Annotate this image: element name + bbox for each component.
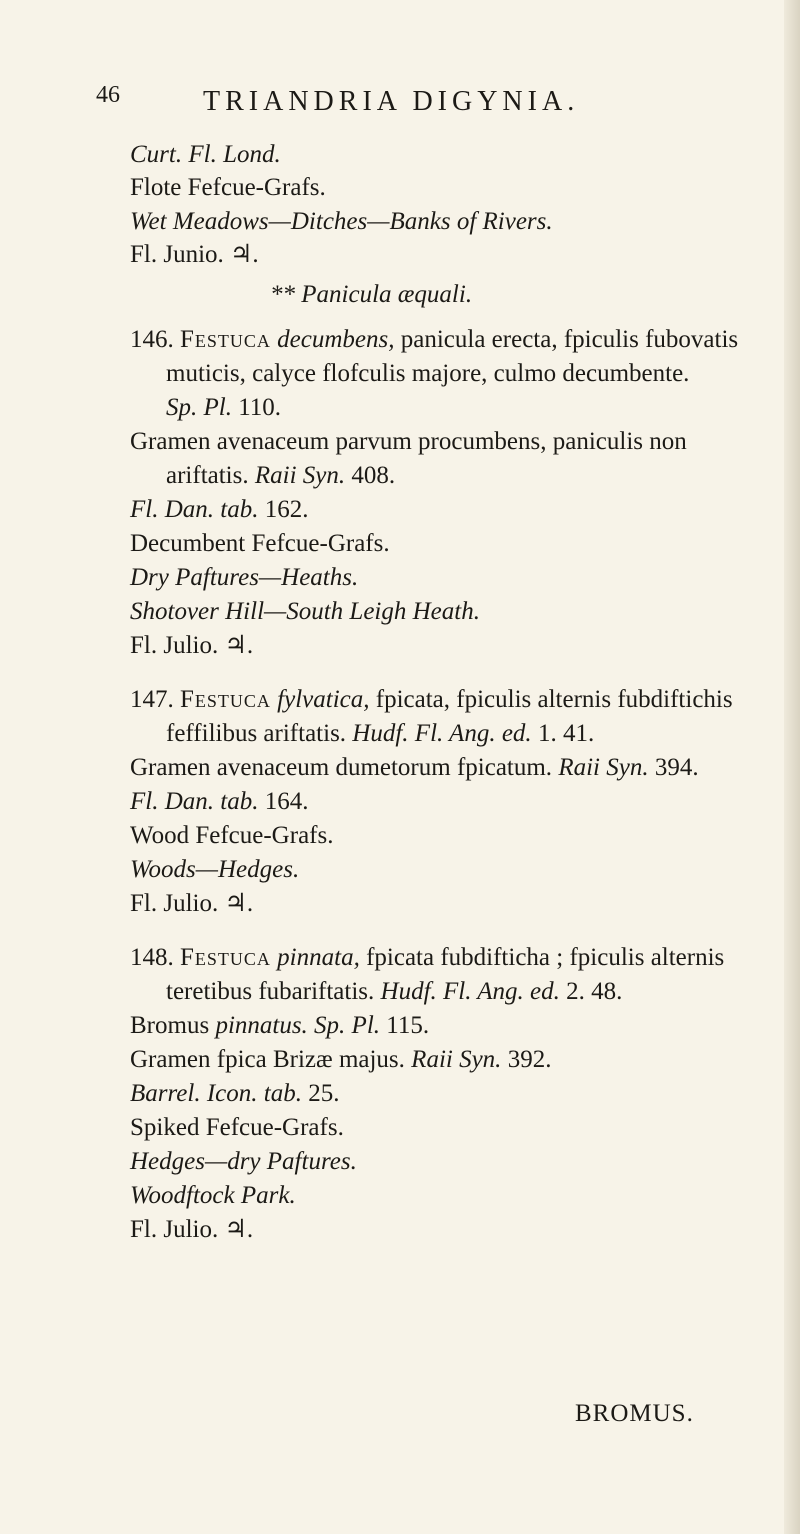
species-name: fylvatica, bbox=[277, 686, 370, 713]
entry-number: 146. bbox=[130, 326, 174, 353]
page-number: 46 bbox=[96, 82, 120, 108]
running-header bbox=[0, 80, 800, 120]
description: fpicata, fpiculis alternis fubdiftichis bbox=[375, 686, 733, 713]
running-title: TRIANDRIA DIGYNIA. bbox=[203, 86, 580, 117]
entry-number: 148. bbox=[130, 944, 174, 971]
entry-148-line-1 bbox=[130, 943, 724, 973]
reference-page: 392. bbox=[507, 1046, 552, 1073]
genus-name: Festuca bbox=[180, 686, 271, 713]
synonym-text: Gramen fpica Brizæ majus. bbox=[130, 1046, 405, 1073]
entry-147-habitat: Woods—Hedges. bbox=[130, 856, 300, 883]
reference: pinnatus. Sp. Pl. bbox=[215, 1012, 381, 1039]
reference: Raii Syn. bbox=[254, 462, 346, 489]
reference-page: 2. 48. bbox=[566, 978, 623, 1005]
reference-page: 115. bbox=[386, 1012, 430, 1039]
reference: Hudf. Fl. Ang. ed. bbox=[380, 978, 560, 1005]
entry-146-habitat: Dry Paftures—Heaths. bbox=[130, 564, 359, 591]
entry-147-synonym bbox=[130, 753, 699, 783]
reference: Raii Syn. bbox=[411, 1046, 502, 1073]
entry-148-english-name: Spiked Fefcue-Grafs. bbox=[130, 1114, 344, 1141]
synonym-genus: Bromus bbox=[130, 1012, 210, 1039]
page-edge bbox=[784, 0, 800, 1534]
entry-146-line-1 bbox=[130, 325, 738, 355]
genus-name: Festuca bbox=[180, 326, 271, 353]
entry-147-line-1 bbox=[130, 685, 733, 715]
entry-148-locality: Woodftock Park. bbox=[130, 1182, 296, 1209]
reference: Fl. Dan. tab. bbox=[130, 496, 259, 523]
catchword: BROMUS. bbox=[575, 1400, 694, 1427]
entry-146-english-name: Decumbent Fefcue-Grafs. bbox=[130, 530, 390, 557]
reference-page: 394. bbox=[654, 754, 699, 781]
reference-page: 162. bbox=[264, 496, 309, 523]
entry-number: 147. bbox=[130, 686, 174, 713]
synonym-text: ariftatis. bbox=[166, 462, 249, 489]
entry-148-flowering: Fl. Julio. ♃. bbox=[130, 1216, 254, 1243]
entry-146-line-3 bbox=[166, 393, 281, 423]
entry-148-habitat: Hedges—dry Paftures. bbox=[130, 1148, 357, 1175]
description: feffilibus ariftatis. bbox=[166, 720, 347, 747]
entry-147-english-name: Wood Fefcue-Grafs. bbox=[130, 822, 334, 849]
prev-entry-flowering: Fl. Junio. ♃. bbox=[130, 241, 259, 268]
entry-147-line-2 bbox=[166, 719, 594, 749]
reference-page: 164. bbox=[264, 788, 309, 815]
entry-148-bromus bbox=[130, 1011, 429, 1041]
description: teretibus fubariftatis. bbox=[166, 978, 375, 1005]
section-heading: ** Panicula æquali. bbox=[270, 281, 473, 308]
reference: Sp. Pl. bbox=[166, 394, 232, 421]
entry-146-synonym-2 bbox=[166, 461, 395, 491]
genus-name: Festuca bbox=[180, 944, 271, 971]
reference: Raii Syn. bbox=[558, 754, 649, 781]
entry-147-fl-dan bbox=[130, 787, 308, 817]
entry-148-barrel bbox=[130, 1079, 339, 1109]
entry-147-flowering: Fl. Julio. ♃. bbox=[130, 890, 254, 917]
description: fpicata fubdifticha ; fpiculis alternis bbox=[366, 944, 725, 971]
prev-entry-ref: Curt. Fl. Lond. bbox=[130, 141, 281, 168]
reference: Hudf. Fl. Ang. ed. bbox=[352, 720, 532, 747]
entry-148-line-2 bbox=[166, 977, 622, 1007]
reference-page: 25. bbox=[308, 1080, 340, 1107]
reference-page: 1. 41. bbox=[537, 720, 595, 747]
prev-entry-english-name: Flote Fefcue-Grafs. bbox=[130, 174, 326, 201]
entry-146-line-2: muticis, calyce flofculis majore, culmo decumbente. bbox=[166, 360, 690, 387]
entry-146-flowering: Fl. Julio. ♃. bbox=[130, 632, 254, 659]
synonym-text: Gramen avenaceum dumetorum fpicatum. bbox=[130, 754, 553, 781]
reference: Barrel. Icon. tab. bbox=[130, 1080, 302, 1107]
reference-page: 408. bbox=[351, 462, 396, 489]
reference-page: 110. bbox=[238, 394, 282, 421]
species-name: pinnata, bbox=[277, 944, 360, 971]
species-name: decumbens, bbox=[277, 326, 395, 353]
entry-146-locality: Shotover Hill—South Leigh Heath. bbox=[130, 598, 480, 625]
entry-146-fl-dan bbox=[130, 495, 308, 525]
entry-146-synonym: Gramen avenaceum parvum procumbens, paniculis non bbox=[130, 428, 687, 455]
entry-148-synonym bbox=[130, 1045, 551, 1075]
reference: Fl. Dan. tab. bbox=[130, 788, 259, 815]
description: panicula erecta, fpiculis fubovatis bbox=[400, 326, 739, 353]
prev-entry-habitat: Wet Meadows—Ditches—Banks of Rivers. bbox=[130, 208, 553, 235]
